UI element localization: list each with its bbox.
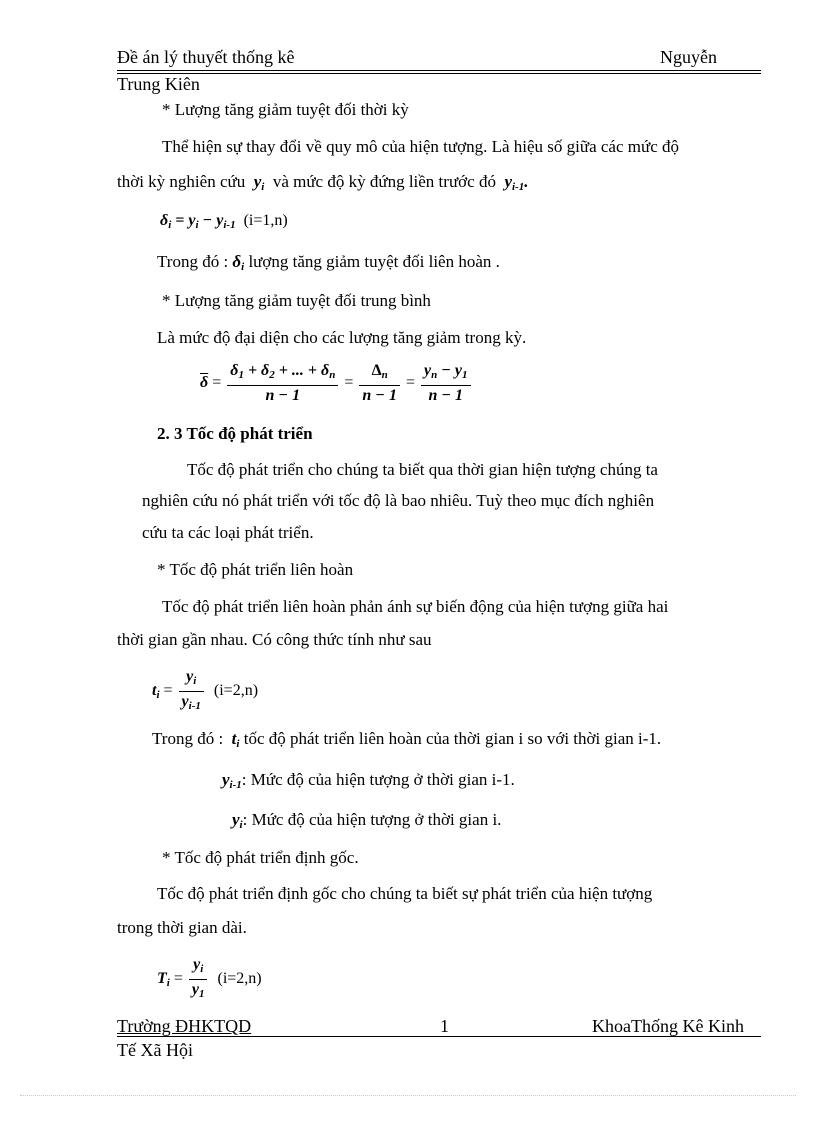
header-author-last: Trung Kiên — [117, 74, 200, 94]
symbol-yi-b: $y_i$ — [232, 810, 243, 831]
para2: Là mức độ đại diện cho các lượng tăng giảm trong kỳ. — [157, 328, 527, 347]
para1-line2-a: thời kỳ nghiên cứu — [117, 172, 246, 191]
eq1-where-b: lượng tăng giảm tuyệt đối liên hoàn . — [248, 252, 500, 271]
eq1-where-a: Trong đó : — [157, 252, 229, 271]
heading-abs-avg: * Lượng tăng giảm tuyệt đối trung bình — [162, 291, 431, 310]
para3-line3: cứu ta các loại phát triển. — [142, 523, 314, 542]
section-2-3-heading: 2. 3 Tốc độ phát triển — [157, 424, 313, 443]
footer-school: Trường ĐHKTQD — [117, 1016, 252, 1036]
heading-abs-period: * Lượng tăng giảm tuyệt đối thời kỳ — [162, 100, 409, 119]
frac-yi-y1: $\frac{y_i}{y_1}$ — [189, 956, 208, 1003]
eq1-where — [157, 252, 500, 273]
symbol-ti: $t_i$ — [227, 729, 240, 750]
header-rule — [117, 70, 761, 71]
para5-line1: Tốc độ phát triển định gốc cho chúng ta biết sự phát triển của hiện tượng — [157, 884, 653, 903]
where3-text: : Mức độ của hiện tượng ở thời gian i-1. — [241, 770, 515, 789]
eq3-range: (i=2,n) — [213, 682, 259, 700]
equation-delta-i: $\delta_i = y_i - y_{i-1}$ (i=1,n) — [160, 212, 288, 231]
equation-ti: $t_i$ = $\frac{y_i}{y_{i-1}}$ (i=2,n) — [152, 668, 258, 715]
equation-delta-avg: $\overline{\delta}$ = $\frac{\delta_1 + \delta_2 + ... + \delta_n}{n - 1}$ = $\frac{\Delta_n}{n - 1}$ = $\frac{y_n - y_1}{n - 1}$ — [200, 362, 473, 405]
footer-faculty-b: Tế Xã Hội — [117, 1040, 193, 1060]
para4-line2: thời gian gần nhau. Có công thức tính như sau — [117, 630, 432, 649]
header-author-first: Nguyễn — [660, 47, 717, 67]
para3-line1: Tốc độ phát triển cho chúng ta biết qua thời gian hiện tượng chúng ta — [187, 460, 658, 479]
where2 — [152, 729, 661, 750]
symbol-yi: $y_i$ — [249, 172, 265, 193]
symbol-delta-i: $\delta_i$ — [232, 252, 245, 273]
para3-line2: nghiên cứu nó phát triển với tốc độ là bao nhiêu. Tuỳ theo mục đích nghiên — [142, 491, 655, 510]
footer-page-number: 1 — [440, 1016, 449, 1036]
header-title: Đề án lý thuyết thống kê — [117, 47, 295, 67]
para4-line1: Tốc độ phát triển liên hoàn phản ánh sự biến động của hiện tượng giữa hai — [162, 597, 669, 616]
symbol-yi-1-b: $y_{i-1}$ — [222, 770, 242, 791]
frac-delta-n: $\frac{\Delta_n}{n - 1}$ — [359, 362, 400, 405]
heading-chain: * Tốc độ phát triển liên hoàn — [157, 560, 354, 579]
para1-line2-b: và mức độ kỳ đứng liền trước đó — [272, 172, 496, 191]
where3 — [222, 770, 515, 791]
where4 — [232, 810, 501, 831]
heading-base: * Tốc độ phát triển định gốc. — [162, 848, 359, 867]
para1-line2 — [117, 172, 528, 193]
page-bottom-dotted-line — [20, 1095, 796, 1096]
frac-yn-y1: $\frac{y_n - y_1}{n - 1}$ — [421, 362, 471, 405]
eq4-range: (i=2,n) — [217, 970, 262, 988]
para5-line2: trong thời gian dài. — [117, 918, 247, 937]
para1-line1: Thể hiện sự thay đổi về quy mô của hiện tượng. Là hiệu số giữa các mức độ — [162, 137, 679, 156]
frac-yi-yi1: $\frac{y_i}{y_{i-1}}$ — [179, 668, 204, 715]
frac-sum: $\frac{\delta_1 + \delta_2 + ... + \delta_n}{n - 1}$ — [227, 362, 338, 405]
where4-text: : Mức độ của hiện tượng ở thời gian i. — [242, 810, 502, 829]
equation-Ti: $T_i$ = $\frac{y_i}{y_1}$ (i=2,n) — [157, 956, 262, 1003]
header-rule-2 — [117, 73, 761, 74]
footer-faculty: KhoaThống Kê Kinh — [592, 1016, 744, 1036]
where2-b: tốc độ phát triển liên hoàn của thời gian i so với thời gian i-1. — [243, 729, 662, 748]
where2-a: Trong đó : — [152, 729, 224, 748]
footer-rule — [117, 1036, 761, 1037]
symbol-yi-1: $y_{i-1}$. — [500, 172, 529, 193]
eq1-range: (i=1,n) — [243, 212, 288, 229]
